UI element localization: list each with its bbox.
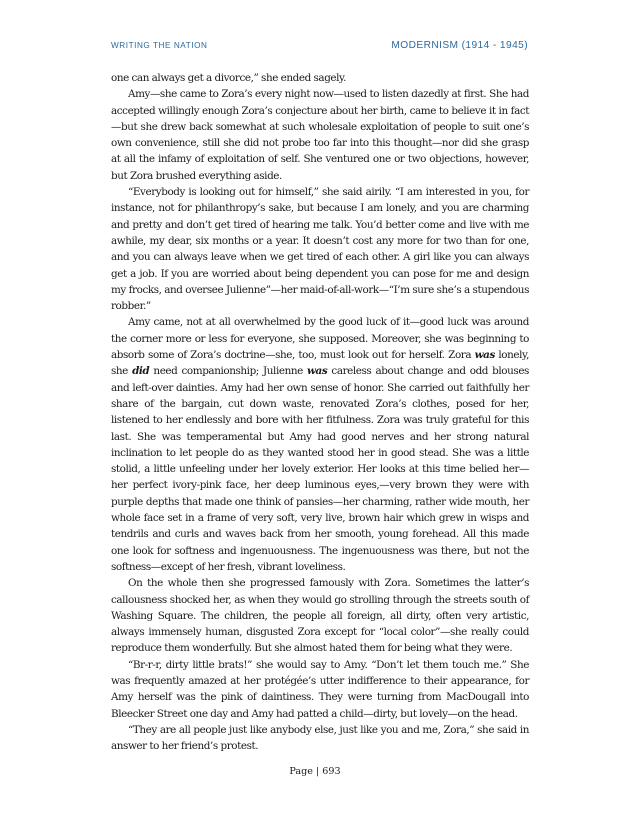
paragraph-4-text: need companionship; Julienne [149,365,307,378]
paragraph-4 [111,314,529,575]
paragraph-6: “Br-r-r, dirty little brats!” she would say to Amy. “Don’t let them touch me.” She was frequently amazed at her protégée’s utter indifference to their appearance, for Amy herself was the pink of daintiness. They were turning from MacDougall into Bleecker Street one day and Amy had patted a child—dirty, but lovely—on the head. [111,658,529,720]
running-header [111,40,528,51]
paragraph-3: “Everybody is looking out for himself,” she said airily. “I am interested in you, for instance, not for philanthropy’s sake, but because I am lonely, and you are charming and pretty and don’t get tired of hearing me talk. You’d better come and live with me awhile, my dear, six months or a year. It doesn’t cost any more for two than for one, and you can always leave when we get tired of each other. A girl like you can always get a job. If you are worried about being dependent you can pose for me and design my frocks, and oversee Julienne”—her maid-of-all-work—“I’m sure she’s a stupendous robber.” [111,186,529,313]
emphasis-was: was [307,365,328,378]
body-text [111,70,529,754]
paragraph-4-text: Amy came, not at all overwhelmed by the good luck of it—good luck was around the corner more or less for everyone, she supposed. Moreover, she was beginning to absorb some of Zora’s doctrine—she, too, must look out for herself. Zora [111,316,529,362]
emphasis-did: did [132,365,150,378]
page-number: Page | 693 [289,766,341,777]
emphasis-was: was [474,349,495,362]
paragraph-7: “They are all people just like anybody else, just like you and me, Zora,” she said in answer to her friend’s protest. [111,723,529,753]
paragraph-5: On the whole then she progressed famously with Zora. Sometimes the latter’s callousness shocked her, as when they would go strolling through the streets south of Washing Square. The children, the people all foreign, all dirty, often very artistic, always immensely human, disgusted Zora except for “local color”—she really could reproduce them wonderfully. But she almost hated them for being what they were. [111,577,529,655]
paragraph-4-text: careless about change and odd blouses and left-over dainties. Amy had her own sense of honor. She carried out faithfully her share of the bargain, cut down waste, renovated Zora’s clothes, posed for her, listened to her endlessly and bore with her fitfulness. Zora was truly grateful for this last. She was temperamental but Amy had good nerves and her strong natural inclination to let people do as they wanted stood her in good stead. She was a little stolid, a little unfeeling under her lovely exterior. Her looks at this time belied her—her perfect ivory-pink face, her deep luminous eyes,—very brown they were with purple depths that made one think of pansies—her charming, rather wide mouth, her whole face set in a frame of very soft, very live, brown hair which grew in wisps and tendrils and curls and waves back from her smooth, young forehead. All this made one look for softness and ingenuousness. The ingenuousness was there, but not the softness—except of her fresh, vibrant loveliness. [111,365,529,573]
header-section-title: MODERNISM (1914 - 1945) [391,40,528,51]
paragraph-4-text: lonely, she [111,349,529,378]
paragraph-1: one can always get a divorce,” she ended sagely. [111,72,347,84]
paragraph-2: Amy—she came to Zora’s every night now—used to listen dazedly at first. She had accepted willingly enough Zora’s conjecture about her birth, came to believe it in fact—but she drew back somewhat at such wholesale exploitation of people to suit one’s own convenience, still she did not probe too far into this thought—nor did she grasp at all the infamy of exploitation of self. She ventured one or two objections, however, but Zora brushed everything aside. [111,88,529,182]
header-book-title: WRITING THE NATION [111,41,208,50]
